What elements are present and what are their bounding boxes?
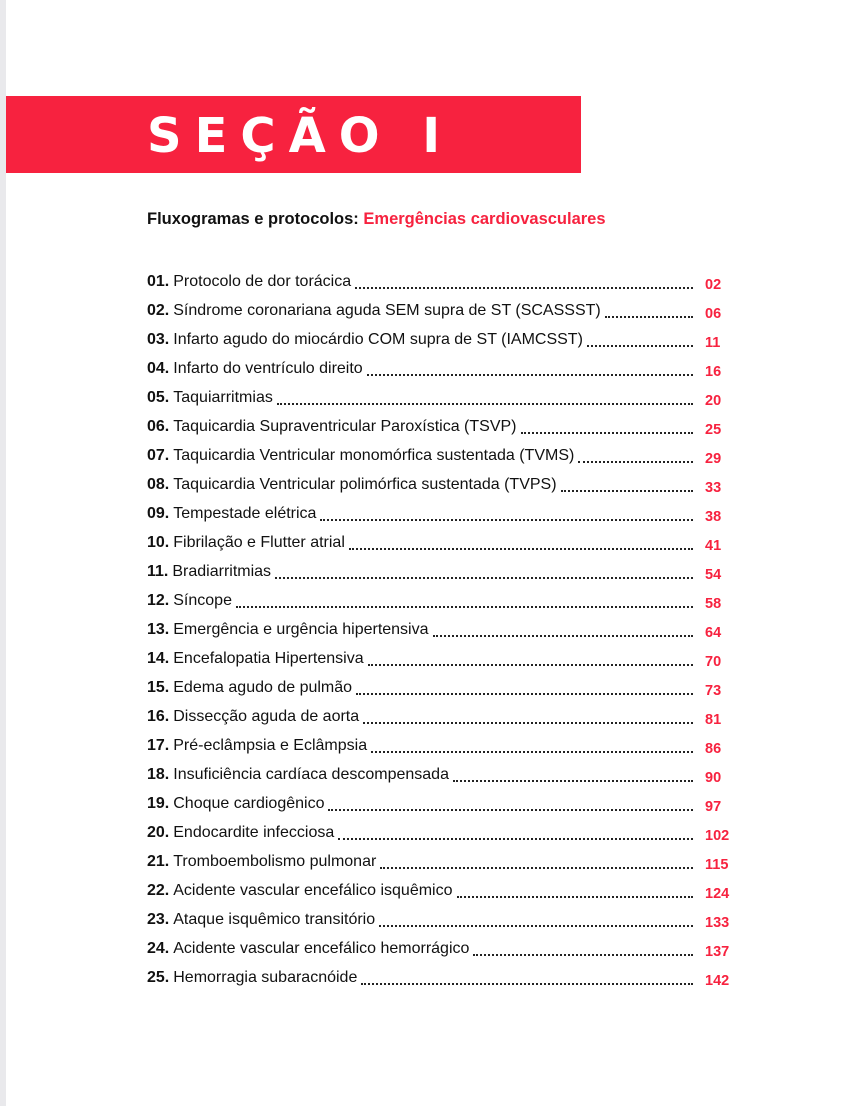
section-title: SEÇÃO I [147,108,454,164]
toc-item-title: Infarto do ventrículo direito [173,360,363,377]
toc-item-number: 06. [147,418,170,435]
toc-item-title: Fibrilação e Flutter atrial [173,534,345,551]
toc-item[interactable] [147,644,747,673]
toc-item-page: 54 [705,567,722,583]
toc-item-page: 33 [705,480,722,496]
toc-item[interactable] [147,267,747,296]
toc-leader-dots [433,635,693,637]
toc-item[interactable] [147,818,747,847]
toc-item-title: Emergência e urgência hipertensiva [173,621,429,638]
toc-item-page: 142 [705,973,730,989]
toc-leader-dots [328,809,693,811]
toc-item-page: 133 [705,915,730,931]
toc-item[interactable] [147,876,747,905]
toc-item[interactable] [147,412,747,441]
toc-item-page: 70 [705,654,722,670]
toc-item-title: Endocardite infecciosa [173,824,335,841]
toc-item[interactable] [147,760,747,789]
toc-leader-dots [521,432,694,434]
toc-item-title: Encefalopatia Hipertensiva [173,650,364,667]
toc-item[interactable] [147,557,747,586]
toc-item-number: 02. [147,302,170,319]
toc-item-page: 02 [705,277,722,293]
toc-item-title: Síndrome coronariana aguda SEM supra de ST (SCASSST) [173,302,601,319]
toc-item[interactable] [147,673,747,702]
toc-item-number: 07. [147,447,170,464]
toc-item-number: 14. [147,650,170,667]
toc-item[interactable] [147,325,747,354]
toc-item-number: 17. [147,737,170,754]
toc-item-number: 11. [147,563,169,580]
toc-item-number: 01. [147,273,170,290]
toc-item-title: Dissecção aguda de aorta [173,708,360,725]
toc-item-number: 13. [147,621,170,638]
toc-item-page: 20 [705,393,722,409]
toc-item-title: Bradiarritmias [172,563,272,580]
toc-item-page: 86 [705,741,722,757]
toc-item-title: Edema agudo de pulmão [173,679,353,696]
toc-item-page: 29 [705,451,722,467]
toc-leader-dots [277,403,693,405]
toc-item[interactable] [147,470,747,499]
toc-item-number: 16. [147,708,170,725]
toc-leader-dots [367,374,693,376]
toc-item[interactable] [147,586,747,615]
toc-leader-dots [605,316,693,318]
toc-item[interactable] [147,528,747,557]
subtitle-accent: Emergências cardiovasculares [363,210,606,228]
toc-item-number: 04. [147,360,170,377]
toc-leader-dots [320,519,693,521]
toc-item-title: Ataque isquêmico transitório [173,911,376,928]
toc-item-title: Taquicardia Supraventricular Paroxística (TSVP) [173,418,517,435]
toc-item[interactable] [147,441,747,470]
toc-item-number: 09. [147,505,170,522]
toc-item[interactable] [147,731,747,760]
toc-item-number: 20. [147,824,170,841]
toc-item-page: 81 [705,712,722,728]
toc-leader-dots [368,664,693,666]
toc-item[interactable] [147,934,747,963]
toc-item-number: 23. [147,911,170,928]
toc-leader-dots [371,751,693,753]
toc-item-number: 24. [147,940,170,957]
toc-item-title: Síncope [173,592,232,609]
toc-item-number: 12. [147,592,170,609]
toc-item-page: 102 [705,828,730,844]
toc-item-page: 64 [705,625,722,641]
toc-item-title: Acidente vascular encefálico hemorrágico [173,940,470,957]
toc-item-page: 11 [705,335,721,351]
subtitle-lead: Fluxogramas e protocolos: [147,210,359,228]
toc-item[interactable] [147,847,747,876]
toc-leader-dots [578,461,693,463]
toc-item-page: 58 [705,596,722,612]
toc-item-page: 06 [705,306,722,322]
toc-item-number: 10. [147,534,170,551]
toc-leader-dots [355,287,693,289]
toc-item-page: 25 [705,422,722,438]
toc-leader-dots [561,490,693,492]
toc-leader-dots [473,954,693,956]
toc-item-title: Pré-eclâmpsia e Eclâmpsia [173,737,368,754]
toc-item-title: Tromboembolismo pulmonar [173,853,377,870]
toc-item-page: 73 [705,683,722,699]
toc-item-number: 21. [147,853,170,870]
toc-item[interactable] [147,963,747,992]
toc-leader-dots [587,345,693,347]
toc-item-number: 19. [147,795,170,812]
toc-item-title: Taquiarritmias [173,389,273,406]
toc-item-number: 05. [147,389,170,406]
toc-item-title: Taquicardia Ventricular monomórfica sustentada (TVMS) [173,447,575,464]
toc-item-number: 08. [147,476,170,493]
table-of-contents [147,267,747,992]
toc-item[interactable] [147,296,747,325]
toc-item[interactable] [147,383,747,412]
toc-item-page: 97 [705,799,722,815]
toc-item-number: 18. [147,766,170,783]
toc-item-page: 16 [705,364,722,380]
toc-item-title: Protocolo de dor torácica [173,273,352,290]
toc-item[interactable] [147,615,747,644]
toc-item-number: 25. [147,969,170,986]
toc-leader-dots [457,896,693,898]
toc-item-number: 15. [147,679,170,696]
section-subtitle [147,210,606,229]
toc-item-number: 22. [147,882,170,899]
toc-leader-dots [453,780,693,782]
toc-item[interactable] [147,354,747,383]
toc-item-page: 41 [705,538,722,554]
toc-leader-dots [349,548,693,550]
toc-item-page: 38 [705,509,722,525]
toc-leader-dots [236,606,693,608]
toc-item-title: Taquicardia Ventricular polimórfica sustentada (TVPS) [173,476,557,493]
toc-leader-dots [361,983,693,985]
toc-item-title: Tempestade elétrica [173,505,317,522]
toc-item[interactable] [147,789,747,818]
toc-leader-dots [356,693,693,695]
toc-item-title: Hemorragia subaracnóide [173,969,358,986]
toc-item[interactable] [147,702,747,731]
toc-item-title: Choque cardiogênico [173,795,325,812]
toc-leader-dots [338,838,693,840]
toc-item-page: 124 [705,886,730,902]
toc-item-title: Infarto agudo do miocárdio COM supra de ST (IAMCSST) [173,331,583,348]
toc-item-number: 03. [147,331,170,348]
toc-leader-dots [275,577,693,579]
toc-item[interactable] [147,905,747,934]
toc-item-title: Insuficiência cardíaca descompensada [173,766,449,783]
toc-item-page: 90 [705,770,722,786]
toc-leader-dots [380,867,693,869]
toc-item-title: Acidente vascular encefálico isquêmico [173,882,453,899]
toc-item-page: 115 [705,857,729,873]
toc-leader-dots [363,722,693,724]
toc-item-page: 137 [705,944,730,960]
toc-item[interactable] [147,499,747,528]
toc-leader-dots [379,925,693,927]
